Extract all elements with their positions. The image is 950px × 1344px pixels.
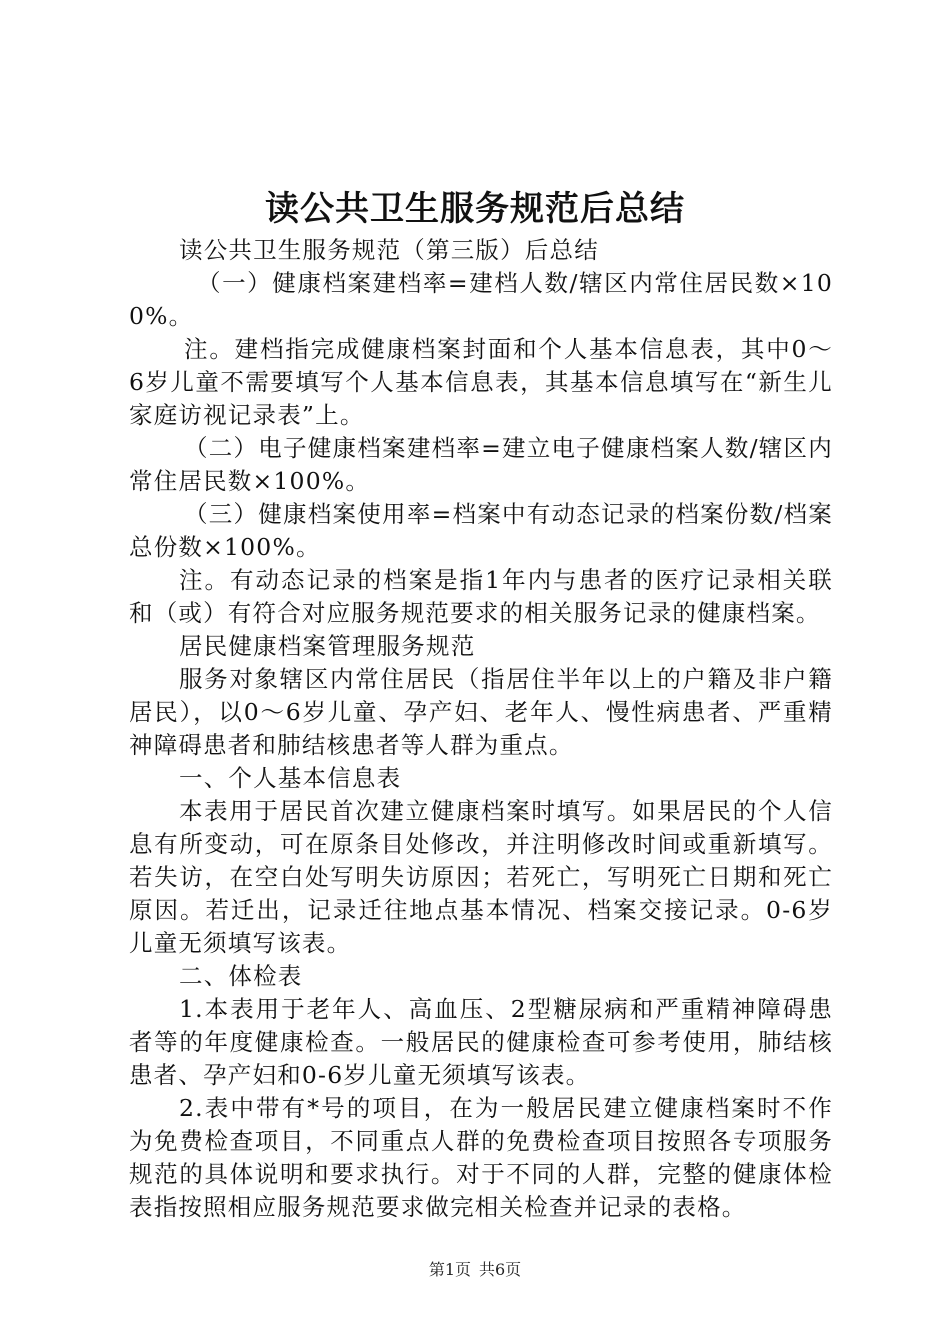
paragraph-service-target: 服务对象辖区内常住居民（指居住半年以上的户籍及非户籍居民），以0～6岁儿童、孕产妇、老年人、慢性病患者、严重精神障碍患者和肺结核患者等人群为重点。 — [129, 665, 833, 759]
section-heading-basic-info: 一、个人基本信息表 — [179, 764, 402, 792]
paragraph-note-dynamic-record: 注。有动态记录的档案是指1年内与患者的医疗记录相关联和（或）有符合对应服务规范要求的相关服务记录的健康档案。 — [129, 566, 833, 627]
paragraph-health-check-1: 1.本表用于老年人、高血压、2型糖尿病和严重精神障碍患者等的年度健康检查。一般居民的健康检查可参考使用，肺结核患者、孕产妇和0-6岁儿童无须填写该表。 — [129, 995, 833, 1089]
document-title: 读公共卫生服务规范后总结 — [265, 189, 685, 229]
paragraph-archive-usage-rate: （三）健康档案使用率=档案中有动态记录的档案份数/档案总份数×100%。 — [129, 500, 833, 561]
paragraph-health-check-2: 2.表中带有*号的项目，在为一般居民建立健康档案时不作为免费检查项目，不同重点人群的免费检查项目按照各专项服务规范的具体说明和要求执行。对于不同的人群，完整的健康体检表指按照相应服务规范要求做完相关检查并记录的表格。 — [129, 1094, 833, 1221]
paragraph-note-archive: 注。建档指完成健康档案封面和个人基本信息表，其中0～6岁儿童不需要填写个人基本信息表，其基本信息填写在“新生儿家庭访视记录表”上。 — [129, 335, 833, 429]
paragraph-basic-info-table: 本表用于居民首次建立健康档案时填写。如果居民的个人信息有所变动，可在原条目处修改，并注明修改时间或重新填写。若失访，在空白处写明失访原因；若死亡，写明死亡日期和死亡原因。若迁出，记录迁往地点基本情况、档案交接记录。0-6岁儿童无须填写该表。 — [129, 797, 833, 957]
paragraph-archive-rate: （一）健康档案建档率=建档人数/辖区内常住居民数×100%。 — [129, 269, 833, 330]
document-body — [129, 234, 833, 1224]
section-heading-archive-management: 居民健康档案管理服务规范 — [179, 632, 476, 660]
section-heading-health-check: 二、体检表 — [179, 962, 303, 990]
page-total: 共6页 — [479, 1260, 522, 1279]
page-number: 第1页 — [428, 1260, 471, 1279]
paragraph-electronic-archive-rate: （二）电子健康档案建档率=建立电子健康档案人数/辖区内常住居民数×100%。 — [129, 434, 833, 495]
subtitle-paragraph: 读公共卫生服务规范（第三版）后总结 — [179, 236, 599, 264]
page-footer — [0, 1258, 950, 1282]
